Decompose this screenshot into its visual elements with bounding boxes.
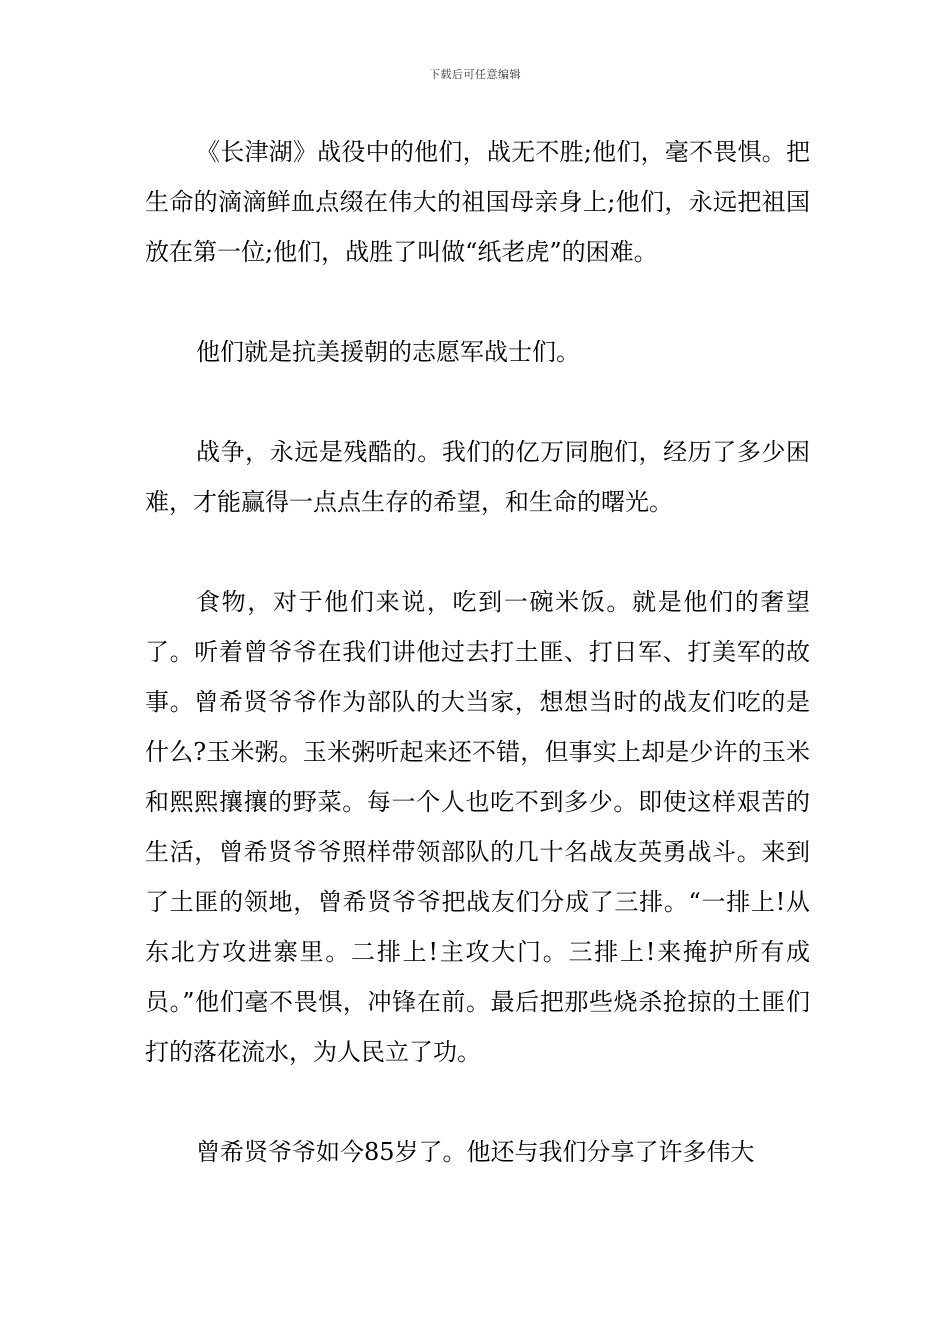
header-note: 下载后可任意编辑 <box>429 68 521 81</box>
document-body <box>145 127 810 1177</box>
paragraph-3: 战争，永远是残酷的。我们的亿万同胞们，经历了多少困难，才能赢得一点点生存的希望，和生命的曙光。 <box>145 438 810 516</box>
paragraph-1: 《长津湖》战役中的他们，战无不胜;他们，毫不畏惧。把生命的滴滴鲜血点缀在伟大的祖国母亲身上;他们，永远把祖国放在第一位;他们，战胜了叫做“纸老虎”的困难。 <box>145 138 810 266</box>
paragraph-2: 他们就是抗美援朝的志愿军战士们。 <box>196 338 580 366</box>
paragraph-5: 曾希贤爷爷如今85岁了。他还与我们分享了许多伟大 <box>196 1138 755 1166</box>
paragraph-4: 食物，对于他们来说，吃到一碗米饭。就是他们的奢望了。听着曾爷爷在我们讲他过去打土匪、打日军、打美军的故事。曾希贤爷爷作为部队的大当家，想想当时的战友们吃的是什么?玉米粥。玉米粥听起来还不错，但事实上却是少许的玉米和熙熙攘攘的野菜。每一个人也吃不到多少。即使这样艰苦的生活，曾希贤爷爷照样带领部队的几十名战友英勇战斗。来到了土匪的领地，曾希贤爷爷把战友们分成了三排。“一排上!从东北方攻进寨里。二排上!主攻大门。三排上!来掩护所有成员。”他们毫不畏惧，冲锋在前。最后把那些烧杀抢掠的土匪们打的落花流水，为人民立了功。 <box>145 588 810 1066</box>
